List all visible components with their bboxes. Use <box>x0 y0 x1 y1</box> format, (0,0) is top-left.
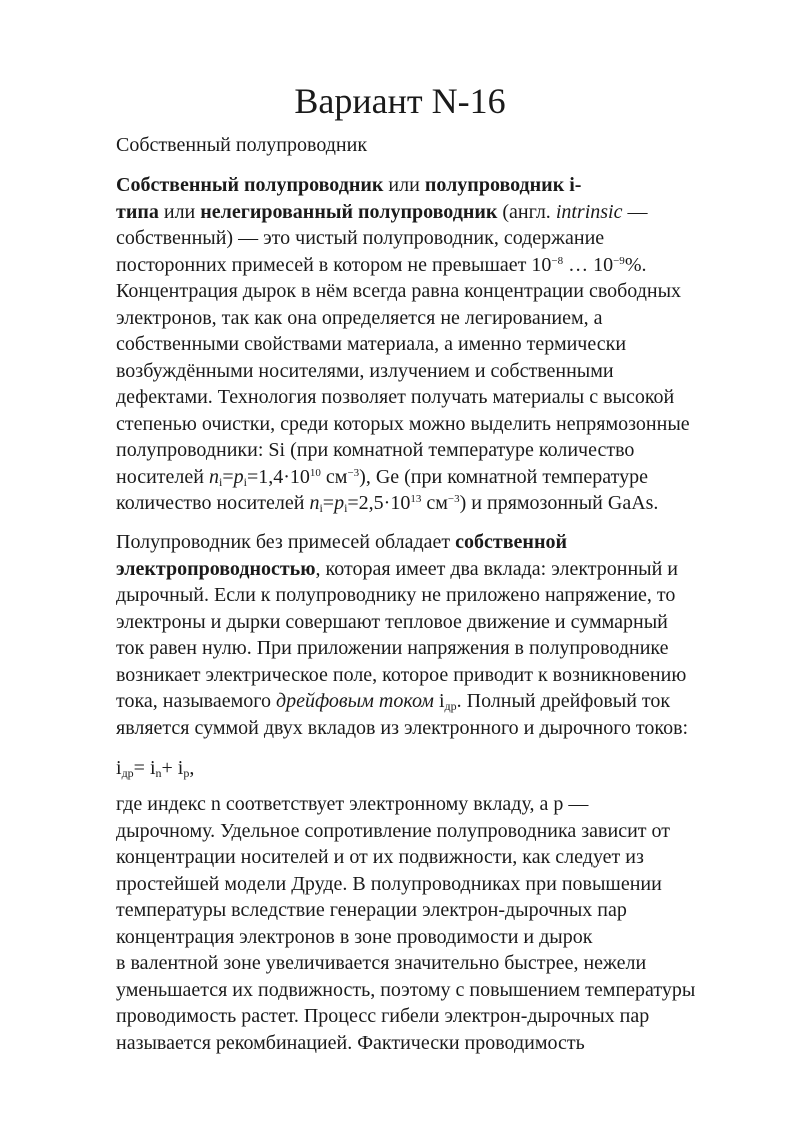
text-line: ток равен нулю. При приложении напряжения в полупроводнике <box>116 637 669 659</box>
superscript: 10 <box>309 466 321 479</box>
text-run: = <box>322 492 335 514</box>
text-line: концентрация электронов в зоне проводимости и дырок <box>116 925 593 948</box>
italic-term: intrinsic <box>555 200 623 223</box>
text-line <box>116 199 756 226</box>
text-run: или <box>383 174 425 196</box>
text-run: ), Ge (при комнатной температуре <box>359 465 648 488</box>
bold-term: полупроводник i- <box>424 174 582 196</box>
text-run: i <box>116 757 122 779</box>
paragraph-resistivity <box>116 791 756 1056</box>
text-run: количество носителей <box>116 492 310 514</box>
text-line: собственный) — это чистый полупроводник, содержание <box>116 227 605 249</box>
text-run: — <box>622 200 648 223</box>
text-line: Концентрация дырок в нём всегда равна концентрации свободных <box>116 280 682 302</box>
text-run: = i <box>133 757 156 779</box>
text-run: (англ. <box>497 200 556 223</box>
text-line: называется рекомбинацией. Фактически проводимость <box>116 1031 585 1054</box>
drift-current-formula <box>116 755 756 782</box>
subscript: i <box>344 501 348 515</box>
bold-term: нелегированный полупроводник <box>200 200 498 223</box>
text-line: в валентной зоне увеличивается значительно быстрее, нежели <box>116 952 647 974</box>
page-title: Вариант N-16 <box>294 81 506 121</box>
bold-term: электропроводностью <box>116 557 316 580</box>
symbol-p: p <box>334 492 345 514</box>
subscript: i <box>243 474 247 489</box>
text-line: дырочный. Если к полупроводнику не приложено напряжение, то <box>116 584 676 606</box>
superscript: −3 <box>447 493 460 505</box>
text-line: электронов, так как она определяется не легированием, а <box>116 306 603 329</box>
text-run: . Полный дрейфовый ток <box>456 690 671 712</box>
text-run: i <box>433 690 445 712</box>
text-line: возбуждёнными носителями, излучением и собственными <box>116 359 614 382</box>
text-run: см <box>320 465 348 488</box>
text-run: или <box>158 200 201 223</box>
superscript: −3 <box>347 466 360 479</box>
text-line: проводимость растет. Процесс гибели электрон-дырочных пар <box>116 1005 650 1027</box>
symbol-n: n <box>208 465 219 488</box>
text-line: полупроводники: Si (при комнатной температуре количество <box>116 439 635 461</box>
superscript: 13 <box>410 493 422 505</box>
bold-term: Собственный полупроводник <box>116 174 384 196</box>
text-run: , которая имеет два вклада: электронный и <box>315 557 679 580</box>
bold-term: типа <box>116 200 159 223</box>
text-line: где индекс n соответствует электронному вкладу, а p — <box>116 793 589 815</box>
text-line: дырочному. Удельное сопротивление полупроводника зависит от <box>116 819 670 842</box>
subscript: n <box>155 766 162 780</box>
text-run: см <box>421 492 448 514</box>
symbol-p: p <box>233 465 244 488</box>
text-line: степенью очистки, среди которых можно выделить непрямозонные <box>116 412 690 435</box>
text-run: + i <box>161 757 184 779</box>
text-run: тока, называемого <box>116 690 276 712</box>
subscript: др <box>444 699 457 713</box>
text-line: концентрации носителей и от их подвижности, как следует из <box>116 846 644 868</box>
text-line: электроны и дырки совершают тепловое движение и суммарный <box>116 610 668 633</box>
text-run: ) и прямозонный GaAs. <box>459 492 659 514</box>
subscript: i <box>319 501 323 515</box>
text-line <box>116 464 756 491</box>
text-line <box>116 252 756 279</box>
text-run: , <box>189 757 195 779</box>
superscript: −9 <box>613 254 625 267</box>
subscript: p <box>183 766 190 780</box>
text-line: простейшей модели Друде. В полупроводниках при повышении <box>116 872 662 895</box>
text-run: %. <box>624 253 647 276</box>
text-line <box>116 529 756 556</box>
bold-term: собственной <box>455 531 567 553</box>
text-line: дефектами. Технология позволяет получать материалы с высокой <box>116 386 675 408</box>
text-line <box>116 556 756 583</box>
superscript: −8 <box>551 254 564 267</box>
text-line: температуры вследствие генерации электрон-дырочных пар <box>116 899 627 921</box>
section-heading: Собственный полупроводник <box>116 134 368 156</box>
text-run: посторонних примесей в котором не превышает 10 <box>116 253 552 276</box>
text-line <box>116 172 756 199</box>
text-run: =1,4·10 <box>246 465 310 488</box>
paragraph-intrinsic-conductivity <box>116 529 756 741</box>
subscript: i <box>218 474 223 489</box>
text-line: возникает электрическое поле, которое приводит к возникновению <box>116 663 687 686</box>
italic-term: дрейфовым током <box>275 690 434 712</box>
text-run: =2,5·10 <box>347 492 411 514</box>
text-line: собственными свойствами материала, а именно термически <box>116 333 627 355</box>
symbol-n: n <box>309 492 320 514</box>
text-run: = <box>222 465 234 488</box>
text-line: является суммой двух вкладов из электронного и дырочного токов: <box>116 716 689 739</box>
text-run: Полупроводник без примесей обладает <box>116 531 456 553</box>
text-line <box>116 490 756 517</box>
paragraph-intrinsic-definition <box>116 172 756 517</box>
text-line: уменьшается их подвижность, поэтому с повышением температуры <box>116 978 696 1001</box>
subscript: др <box>121 766 134 780</box>
text-run: носителей <box>116 465 209 488</box>
formula-line <box>116 755 756 782</box>
text-run: … 10 <box>563 253 614 276</box>
text-line <box>116 688 756 715</box>
